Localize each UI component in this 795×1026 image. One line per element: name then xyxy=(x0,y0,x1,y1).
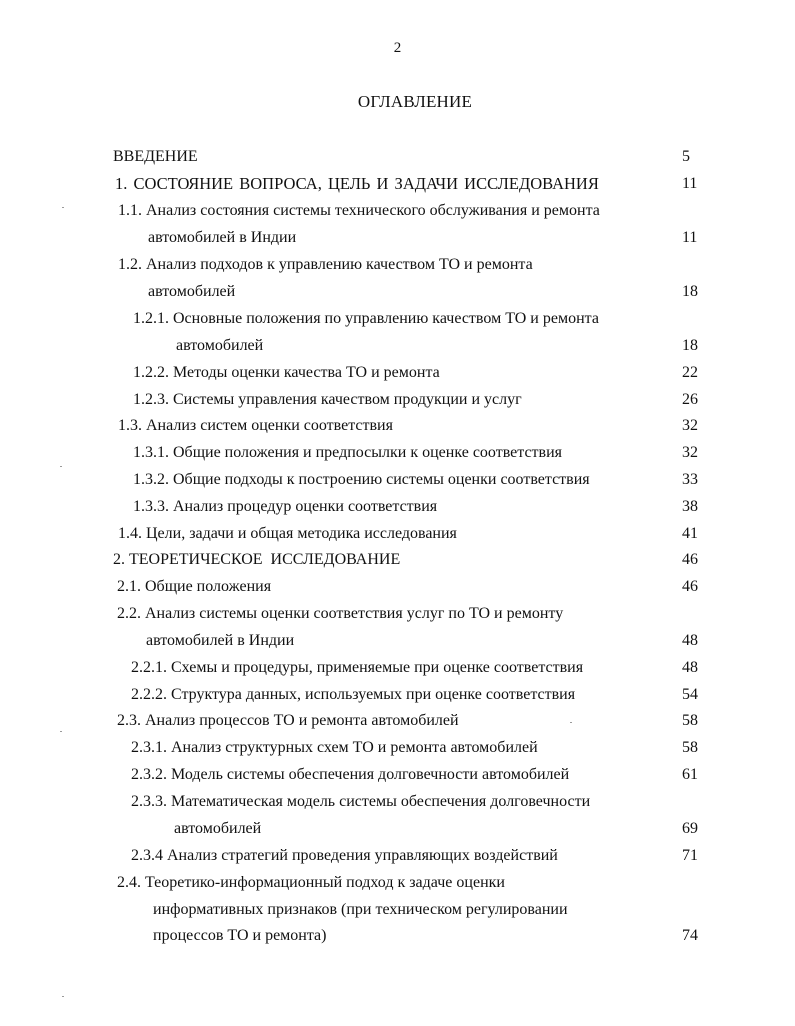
scan-speck xyxy=(60,466,62,467)
toc-line: 2.1. Общие положения xyxy=(117,578,272,595)
toc-line: 1.3.2. Общие подходы к построению системы оценки соответствия xyxy=(133,471,590,488)
toc-page-number: 61 xyxy=(682,766,698,783)
toc-line: 2.2.2. Структура данных, используемых при оценке соответствия xyxy=(131,686,576,703)
toc-line: автомобилей xyxy=(148,283,236,300)
toc-page-number: 26 xyxy=(682,391,698,408)
toc-page-number: 33 xyxy=(682,471,698,488)
toc-page-number: 69 xyxy=(682,820,698,837)
toc-line: 2. ТЕОРЕТИЧЕСКОЕ ИССЛЕДОВАНИЕ xyxy=(113,551,401,568)
toc-line: 1.2. Анализ подходов к управлению качеством ТО и ремонта xyxy=(118,256,533,273)
page-title: ОГЛАВЛЕНИЕ xyxy=(357,92,473,111)
scan-speck xyxy=(62,996,64,997)
toc-line: 1.1. Анализ состояния системы технического обслуживания и ремонта xyxy=(118,202,600,219)
toc-page-number: 74 xyxy=(682,927,698,944)
toc-line: 1.4. Цели, задачи и общая методика исследования xyxy=(118,525,457,542)
toc-line: автомобилей xyxy=(174,820,262,837)
toc-page-number: 46 xyxy=(682,551,698,568)
toc-line: 1.2.1. Основные положения по управлению качеством ТО и ремонта xyxy=(133,310,599,327)
toc-line: 1. СОСТОЯНИЕ ВОПРОСА, ЦЕЛЬ И ЗАДАЧИ ИССЛЕДОВАНИЯ xyxy=(115,174,599,193)
toc-line: автомобилей xyxy=(176,337,264,354)
toc-line: автомобилей в Индии xyxy=(148,229,297,246)
toc-line: 2.3.2. Модель системы обеспечения долговечности автомобилей xyxy=(131,766,570,783)
toc-line: 1.3.3. Анализ процедур оценки соответствия xyxy=(133,498,438,515)
toc-page-number: 11 xyxy=(682,229,698,246)
toc-page-number: 41 xyxy=(682,525,698,542)
toc-line: 2.2.1. Схемы и процедуры, применяемые при оценке соответствия xyxy=(131,659,584,676)
toc-line: автомобилей в Индии xyxy=(146,632,295,649)
toc-page-number: 71 xyxy=(682,847,698,864)
toc-line: 2.3.1. Анализ структурных схем ТО и ремонта автомобилей xyxy=(131,739,538,756)
toc-line: информативных признаков (при техническом регулировании xyxy=(153,901,568,918)
toc-line: 2.3.4 Анализ стратегий проведения управляющих воздействий xyxy=(131,847,558,864)
toc-page-number: 58 xyxy=(682,712,698,729)
toc-page-number: 18 xyxy=(682,283,698,300)
toc-page-number: 58 xyxy=(682,739,698,756)
toc-line: 2.3.3. Математическая модель системы обеспечения долговечности xyxy=(131,793,591,810)
toc-page-number: 48 xyxy=(682,659,698,676)
toc-page-number: 11 xyxy=(682,175,698,192)
toc-line: ВВЕДЕНИЕ xyxy=(113,148,198,165)
toc-line: 1.2.2. Методы оценки качества ТО и ремонта xyxy=(133,364,440,381)
toc-page-number: 38 xyxy=(682,498,698,515)
toc-line: процессов ТО и ремонта) xyxy=(153,927,327,944)
scan-speck xyxy=(570,722,572,723)
toc-page-number: 22 xyxy=(682,364,698,381)
scan-speck xyxy=(60,731,62,732)
page-number: 2 xyxy=(393,40,402,56)
toc-line: 2.3. Анализ процессов ТО и ремонта автомобилей xyxy=(117,712,459,729)
toc-line: 1.2.3. Системы управления качеством продукции и услуг xyxy=(133,391,522,408)
toc-line: 1.3.1. Общие положения и предпосылки к оценке соответствия xyxy=(133,444,563,461)
toc-line: 2.4. Теоретико-информационный подход к задаче оценки xyxy=(117,874,505,891)
toc-page-number: 5 xyxy=(682,148,690,165)
toc-page-number: 46 xyxy=(682,578,698,595)
toc-line: 1.3. Анализ систем оценки соответствия xyxy=(118,417,393,434)
toc-page-number: 54 xyxy=(682,686,698,703)
toc-page-number: 32 xyxy=(682,417,698,434)
toc-page-number: 48 xyxy=(682,632,698,649)
toc-line: 2.2. Анализ системы оценки соответствия услуг по ТО и ремонту xyxy=(117,605,564,622)
toc-page-number: 18 xyxy=(682,337,698,354)
scan-speck xyxy=(62,207,64,208)
toc-page-number: 32 xyxy=(682,444,698,461)
